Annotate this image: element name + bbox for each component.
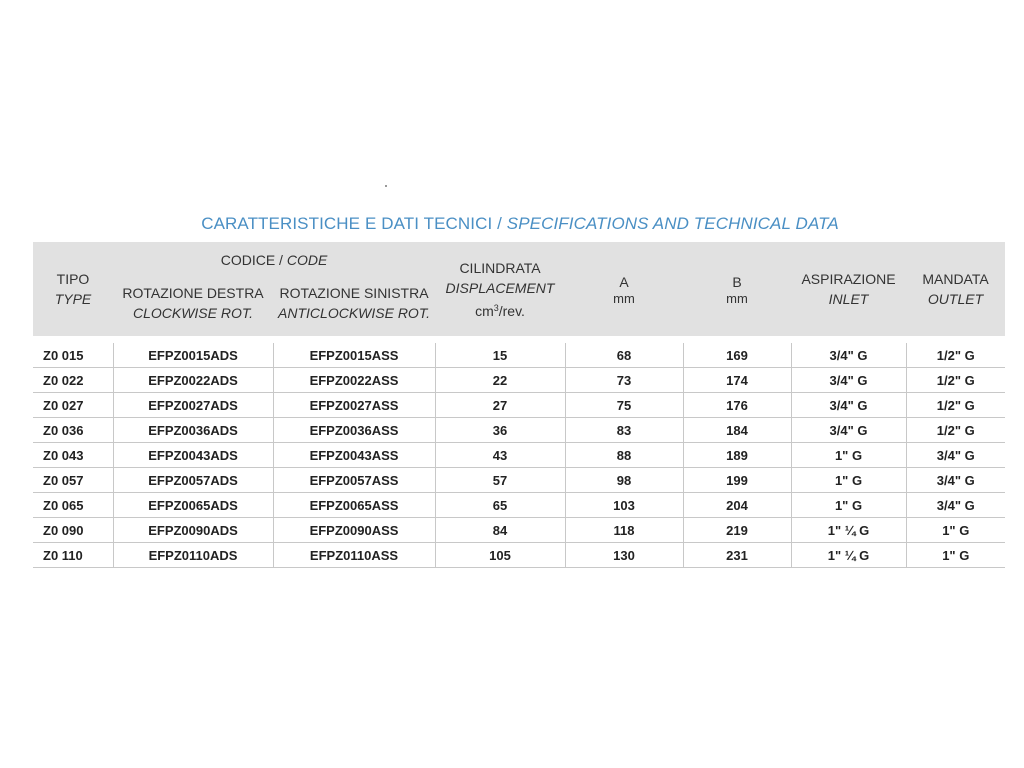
header-cilindrata: CILINDRATA DISPLACEMENT $cm^3$/rev. bbox=[435, 242, 565, 336]
cell-inlet: 3/4" G bbox=[791, 343, 906, 368]
cell-inlet: 1" G bbox=[791, 493, 906, 518]
cell-tipo: Z0 036 bbox=[33, 418, 113, 443]
cell-dim-a: 88 bbox=[565, 443, 683, 468]
cell-outlet: 3/4" G bbox=[906, 443, 1005, 468]
cell-tipo: Z0 057 bbox=[33, 468, 113, 493]
table-header bbox=[33, 242, 1005, 336]
cell-anticlockwise-code: EFPZ0110ASS bbox=[273, 543, 435, 568]
cell-clockwise-code: EFPZ0015ADS bbox=[113, 343, 273, 368]
table-row bbox=[33, 393, 1005, 418]
cell-dim-b: 174 bbox=[683, 368, 791, 393]
cell-outlet: 1/2" G bbox=[906, 393, 1005, 418]
table-row bbox=[33, 418, 1005, 443]
header-mandata: MANDATA OUTLET bbox=[922, 271, 989, 307]
cell-clockwise-code: EFPZ0036ADS bbox=[113, 418, 273, 443]
cell-inlet: 1" ¼ G bbox=[791, 543, 906, 568]
table-row bbox=[33, 468, 1005, 493]
cell-displacement: 105 bbox=[435, 543, 565, 568]
cell-outlet: 1" G bbox=[906, 518, 1005, 543]
cell-dim-a: 68 bbox=[565, 343, 683, 368]
cell-dim-a: 73 bbox=[565, 368, 683, 393]
cell-displacement: 36 bbox=[435, 418, 565, 443]
cell-clockwise-code: EFPZ0110ADS bbox=[113, 543, 273, 568]
cell-tipo: Z0 065 bbox=[33, 493, 113, 518]
cell-displacement: 65 bbox=[435, 493, 565, 518]
cell-clockwise-code: EFPZ0090ADS bbox=[113, 518, 273, 543]
table-row bbox=[33, 343, 1005, 368]
cell-outlet: 3/4" G bbox=[906, 493, 1005, 518]
cell-inlet: 1" G bbox=[791, 443, 906, 468]
cell-anticlockwise-code: EFPZ0043ASS bbox=[273, 443, 435, 468]
displacement-unit: $cm^3$/rev. bbox=[475, 302, 525, 319]
header-tipo: TIPO TYPE bbox=[54, 271, 92, 307]
table-row bbox=[33, 443, 1005, 468]
cell-inlet: 3/4" G bbox=[791, 418, 906, 443]
cell-dim-b: 169 bbox=[683, 343, 791, 368]
table-row bbox=[33, 543, 1005, 568]
table-body bbox=[33, 336, 1005, 568]
cell-displacement: 27 bbox=[435, 393, 565, 418]
cell-displacement: 22 bbox=[435, 368, 565, 393]
header-a: A mm bbox=[613, 274, 635, 306]
table-row bbox=[33, 518, 1005, 543]
cell-anticlockwise-code: EFPZ0057ASS bbox=[273, 468, 435, 493]
cell-tipo: Z0 110 bbox=[33, 543, 113, 568]
table-row bbox=[33, 493, 1005, 518]
cell-anticlockwise-code: EFPZ0090ASS bbox=[273, 518, 435, 543]
header-anticlockwise: ROTAZIONE SINISTRA ANTICLOCKWISE ROT. bbox=[278, 285, 430, 321]
title-italian: CARATTERISTICHE E DATI TECNICI / bbox=[201, 214, 502, 233]
cell-dim-a: 83 bbox=[565, 418, 683, 443]
cell-outlet: 1/2" G bbox=[906, 418, 1005, 443]
cell-dim-b: 176 bbox=[683, 393, 791, 418]
cell-clockwise-code: EFPZ0027ADS bbox=[113, 393, 273, 418]
cell-inlet: 3/4" G bbox=[791, 368, 906, 393]
cell-dim-b: 199 bbox=[683, 468, 791, 493]
cell-dim-b: 189 bbox=[683, 443, 791, 468]
cell-outlet: 3/4" G bbox=[906, 468, 1005, 493]
cell-outlet: 1" G bbox=[906, 543, 1005, 568]
cell-clockwise-code: EFPZ0057ADS bbox=[113, 468, 273, 493]
cell-clockwise-code: EFPZ0065ADS bbox=[113, 493, 273, 518]
header-b: B mm bbox=[726, 274, 748, 306]
cell-dim-a: 103 bbox=[565, 493, 683, 518]
cell-dim-a: 75 bbox=[565, 393, 683, 418]
header-codice: CODICE / CODE bbox=[220, 252, 328, 268]
cell-displacement: 15 bbox=[435, 343, 565, 368]
cell-dim-a: 130 bbox=[565, 543, 683, 568]
cell-dim-a: 118 bbox=[565, 518, 683, 543]
cell-dim-b: 219 bbox=[683, 518, 791, 543]
cell-displacement: 57 bbox=[435, 468, 565, 493]
cell-displacement: 84 bbox=[435, 518, 565, 543]
header-aspirazione: ASPIRAZIONE INLET bbox=[801, 271, 896, 307]
cell-dim-b: 184 bbox=[683, 418, 791, 443]
page-title bbox=[0, 214, 1024, 234]
stray-dot bbox=[385, 185, 387, 187]
cell-anticlockwise-code: EFPZ0015ASS bbox=[273, 343, 435, 368]
cell-anticlockwise-code: EFPZ0065ASS bbox=[273, 493, 435, 518]
cell-inlet: 1" ¼ G bbox=[791, 518, 906, 543]
cell-tipo: Z0 027 bbox=[33, 393, 113, 418]
cell-dim-b: 231 bbox=[683, 543, 791, 568]
cell-tipo: Z0 090 bbox=[33, 518, 113, 543]
cell-inlet: 3/4" G bbox=[791, 393, 906, 418]
cell-clockwise-code: EFPZ0043ADS bbox=[113, 443, 273, 468]
cell-dim-b: 204 bbox=[683, 493, 791, 518]
table-row bbox=[33, 368, 1005, 393]
cell-inlet: 1" G bbox=[791, 468, 906, 493]
cell-outlet: 1/2" G bbox=[906, 343, 1005, 368]
cell-anticlockwise-code: EFPZ0036ASS bbox=[273, 418, 435, 443]
cell-anticlockwise-code: EFPZ0022ASS bbox=[273, 368, 435, 393]
header-clockwise: ROTAZIONE DESTRA CLOCKWISE ROT. bbox=[122, 285, 264, 321]
cell-anticlockwise-code: EFPZ0027ASS bbox=[273, 393, 435, 418]
title-english: SPECIFICATIONS AND TECHNICAL DATA bbox=[506, 214, 839, 233]
cell-tipo: Z0 022 bbox=[33, 368, 113, 393]
cell-outlet: 1/2" G bbox=[906, 368, 1005, 393]
cell-dim-a: 98 bbox=[565, 468, 683, 493]
cell-displacement: 43 bbox=[435, 443, 565, 468]
specifications-table bbox=[33, 242, 1005, 568]
cell-tipo: Z0 043 bbox=[33, 443, 113, 468]
cell-clockwise-code: EFPZ0022ADS bbox=[113, 368, 273, 393]
cell-tipo: Z0 015 bbox=[33, 343, 113, 368]
